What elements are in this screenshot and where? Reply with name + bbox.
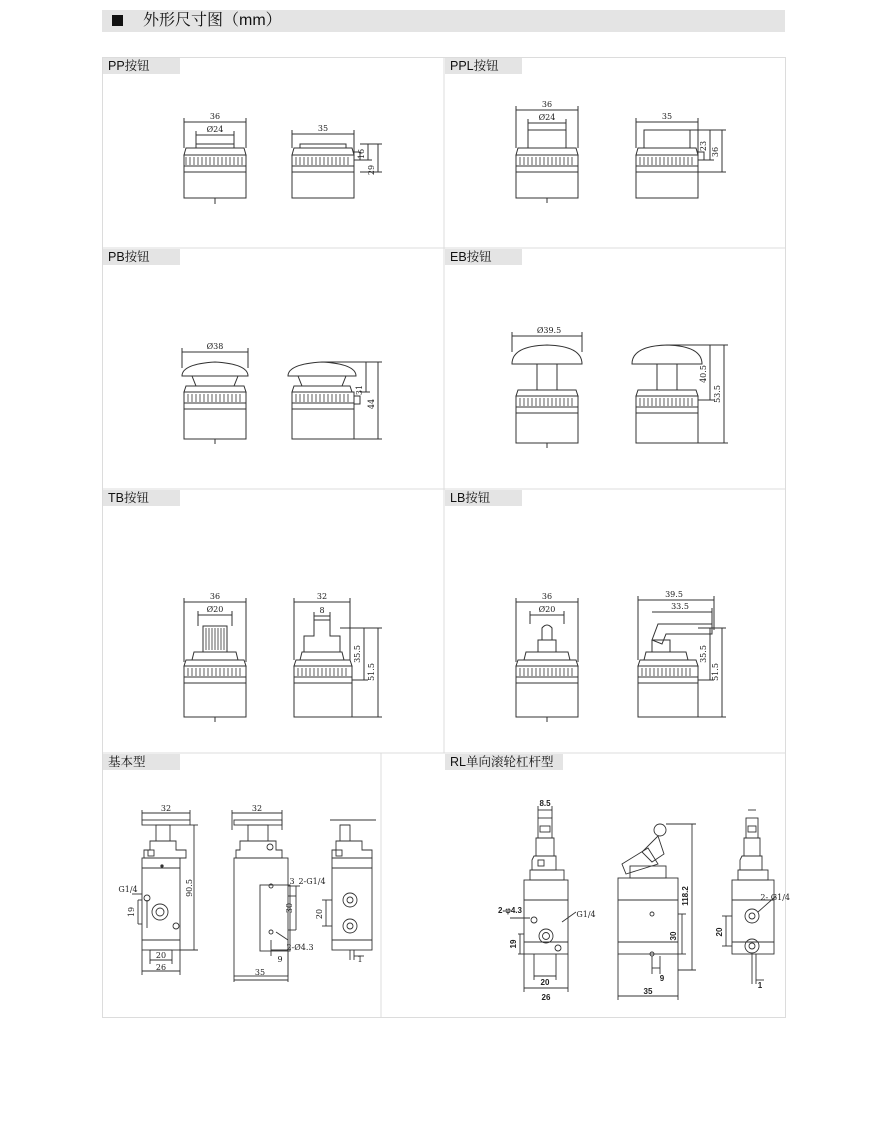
dim-label: Ø24 <box>206 125 224 134</box>
tab-pp: PP按钮 <box>103 58 180 74</box>
dim-label: 44 <box>367 398 376 410</box>
dim-label: 19 <box>509 939 518 949</box>
dim-label: 9 <box>659 974 665 983</box>
tab-eb: EB按钮 <box>445 249 522 265</box>
dim-label: 32 <box>160 804 172 813</box>
dim-label: 31 <box>355 384 364 396</box>
dim-label: 36 <box>209 592 221 601</box>
dim-label: 30 <box>285 902 294 914</box>
tab-basic: 基本型 <box>103 754 180 770</box>
basic-drawing <box>110 800 375 982</box>
dim-label: 23 <box>699 140 708 152</box>
tab-ppl: PPL按钮 <box>445 58 522 74</box>
dim-label: 26 <box>541 993 551 1002</box>
dim-label: 39.5 <box>665 590 683 599</box>
tab-lb: LB按钮 <box>445 490 522 506</box>
dim-label: 2-G1/4 <box>298 877 326 886</box>
dim-label: 36 <box>541 592 553 601</box>
dim-label: 36 <box>711 146 720 158</box>
dim-label: G1/4 <box>118 885 138 894</box>
dim-label: 35.5 <box>353 645 362 663</box>
section-title: 外形尺寸图（mm） <box>143 12 282 29</box>
rl-drawing <box>490 796 790 1002</box>
dim-label: 51.5 <box>711 663 720 681</box>
dim-label: 36 <box>209 112 221 121</box>
dim-label: 35 <box>643 987 653 996</box>
dim-label: 40.5 <box>699 365 708 383</box>
dim-label: 118.2 <box>681 886 690 906</box>
dim-label: 35.5 <box>699 645 708 663</box>
dim-label: 53.5 <box>713 385 722 403</box>
dim-label: 30 <box>669 931 678 941</box>
dim-label: 3 <box>289 877 295 886</box>
dim-label: 29 <box>367 164 376 176</box>
dim-label: 1 <box>357 955 363 964</box>
pp-drawing <box>170 108 390 208</box>
lb-drawing <box>502 590 742 725</box>
dim-label: 8 <box>319 606 325 615</box>
dim-label: Ø38 <box>206 342 224 351</box>
dim-label: 90.5 <box>185 879 194 897</box>
dim-label: 26 <box>155 963 167 972</box>
dim-label: 9 <box>277 955 283 964</box>
dim-label: Ø20 <box>206 605 224 614</box>
dim-label: 33.5 <box>671 602 689 611</box>
dim-label: 2-φ4.3 <box>498 906 522 915</box>
ppl-drawing <box>502 96 742 206</box>
dim-label: 32 <box>316 592 328 601</box>
dim-label: 32 <box>251 804 263 813</box>
dim-label: 35 <box>254 968 266 977</box>
pb-drawing <box>170 338 400 448</box>
tb-drawing <box>170 590 400 725</box>
dim-label: 51.5 <box>367 663 376 681</box>
dim-label: Ø39.5 <box>536 326 562 335</box>
dim-label: 20 <box>540 978 550 987</box>
dim-label: 1 <box>757 981 763 990</box>
dim-label: 35 <box>661 112 673 121</box>
dim-label: 2-Ø4.3 <box>286 943 314 952</box>
tab-tb: TB按钮 <box>103 490 180 506</box>
dim-label: 8.5 <box>539 799 551 808</box>
dim-label: 35 <box>317 124 329 133</box>
dim-label: 20 <box>315 908 324 920</box>
dim-label: 16 <box>357 148 366 160</box>
tab-pb: PB按钮 <box>103 249 180 265</box>
dim-label: 20 <box>155 951 167 960</box>
dim-label: 36 <box>541 100 553 109</box>
dim-label: 20 <box>715 927 724 937</box>
dim-label: 2- G1/4 <box>760 893 790 902</box>
dim-label: Ø20 <box>538 605 556 614</box>
dim-label: Ø24 <box>538 113 556 122</box>
dim-label: 19 <box>127 906 136 918</box>
tab-rl: RL单向滚轮杠杆型 <box>445 754 563 770</box>
eb-drawing <box>502 318 742 448</box>
dim-label: G1/4 <box>576 910 596 919</box>
